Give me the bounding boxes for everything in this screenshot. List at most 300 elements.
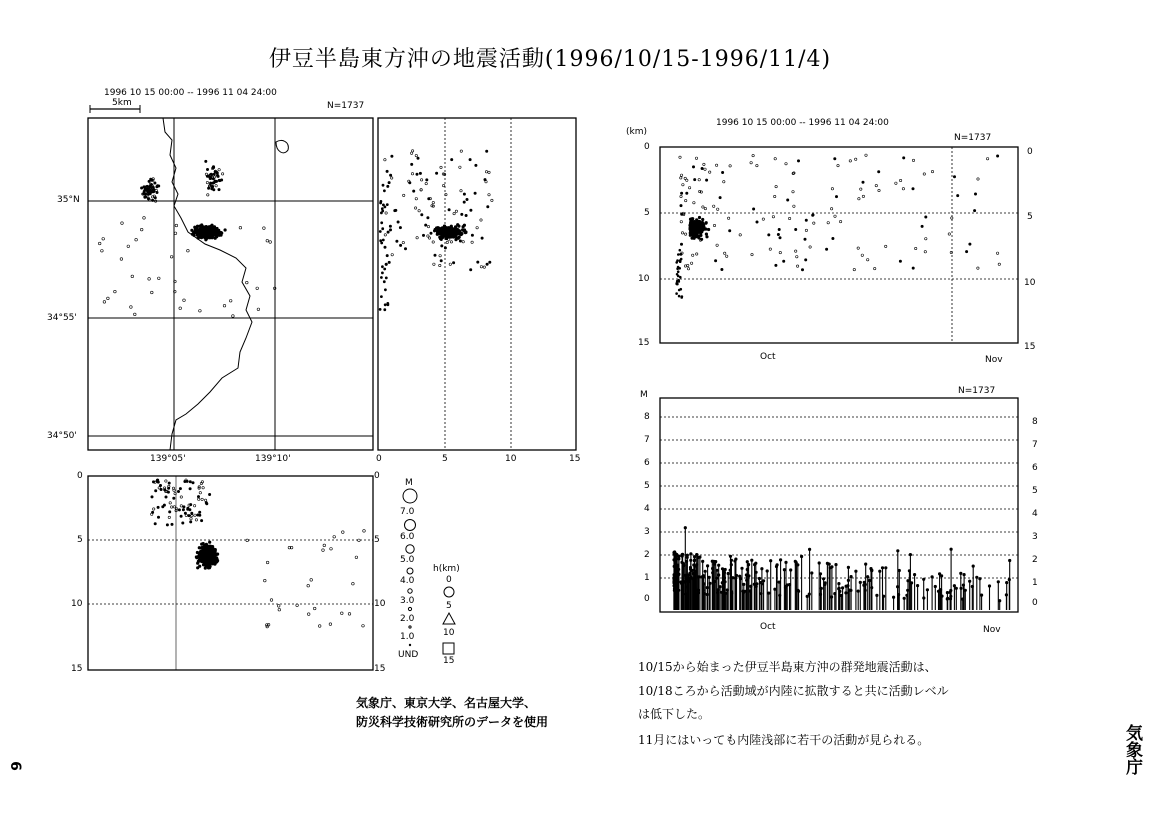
- depth-time-point: [805, 219, 807, 221]
- epicenter-point: [146, 189, 148, 191]
- depth-time-point: [858, 198, 860, 200]
- magnitude-tip: [686, 556, 689, 559]
- depth-time-point: [698, 216, 701, 219]
- magnitude-tip: [704, 570, 707, 573]
- depth-time-point: [762, 218, 764, 220]
- magnitude-tip: [909, 553, 912, 556]
- magnitude-tip: [972, 565, 975, 568]
- magnitude-tip: [795, 561, 798, 564]
- depth-time-point: [719, 196, 721, 198]
- depth-time-point: [769, 248, 771, 250]
- section-point: [195, 556, 198, 559]
- section-point: [397, 221, 399, 223]
- magnitude-tip: [963, 573, 966, 576]
- depth-time-point: [705, 233, 708, 236]
- depth-time-point: [691, 224, 694, 227]
- magnitude-tip: [734, 560, 737, 563]
- depth-time-point: [925, 216, 927, 218]
- magnitude-tip: [732, 576, 735, 579]
- dt-ytick-l-0: 0: [644, 142, 650, 152]
- depth-time-point: [690, 262, 692, 264]
- magnitude-tip: [916, 584, 919, 587]
- magnitude-tip: [847, 566, 850, 569]
- magnitude-tip: [841, 587, 844, 590]
- section-point: [387, 304, 389, 306]
- magnitude-tip: [779, 559, 782, 562]
- magnitude-tip: [934, 585, 937, 588]
- section-point: [212, 557, 215, 560]
- section-point: [411, 163, 413, 165]
- epicenter-point: [191, 229, 194, 232]
- depth-time-point: [700, 222, 703, 225]
- magnitude-tip: [716, 569, 719, 572]
- description-line-1: 10/15から始まった伊豆半島東方沖の群発地震活動は、: [638, 660, 937, 674]
- depth-time-point: [713, 224, 715, 226]
- magnitude-tip: [834, 592, 837, 595]
- magnitude-tip: [960, 572, 963, 575]
- section-point: [157, 506, 159, 508]
- section-point: [341, 612, 344, 615]
- dt-unit: (km): [626, 127, 648, 137]
- depth-time-point: [693, 202, 695, 204]
- epicenter-map-frame: [88, 118, 373, 450]
- section-point: [385, 277, 387, 279]
- section-point: [446, 230, 449, 233]
- depth-time-point: [860, 188, 862, 190]
- section-point: [195, 519, 197, 521]
- magnitude-tip: [716, 591, 719, 594]
- depth-time-point: [677, 254, 679, 256]
- depth-time-point: [679, 156, 681, 158]
- dt-xtick-nov: Nov: [985, 355, 1003, 365]
- depth-time-point: [861, 254, 863, 256]
- section-point: [388, 261, 390, 263]
- depth-time-point: [834, 215, 836, 217]
- section-point: [419, 172, 421, 174]
- epicenter-point: [183, 299, 186, 302]
- magnitude-tip: [711, 560, 714, 563]
- magnitude-tip: [910, 582, 913, 585]
- depth-time-point: [792, 191, 794, 193]
- legend-mag-50: 5.0: [400, 555, 415, 565]
- epicenter-point: [246, 281, 249, 284]
- section-point: [460, 190, 462, 192]
- mt-ytick-r-3: 3: [1032, 532, 1038, 542]
- magnitude-tip: [882, 595, 885, 598]
- ns-tick-5: 5: [442, 454, 448, 464]
- section-point: [440, 166, 442, 168]
- epicenter-point: [218, 188, 220, 190]
- section-point: [170, 506, 172, 508]
- depth-time-point: [680, 221, 682, 223]
- epicenter-point: [266, 239, 269, 242]
- magnitude-tip: [674, 552, 677, 555]
- section-point: [470, 209, 472, 211]
- lat-tick-3455: 34°55': [47, 313, 77, 323]
- section-point: [380, 296, 382, 298]
- section-point: [455, 210, 457, 212]
- magnitude-tip: [761, 567, 764, 570]
- section-point: [459, 166, 461, 168]
- depth-time-point: [705, 221, 708, 224]
- depth-time-point: [692, 254, 694, 256]
- depth-time-point: [751, 253, 753, 255]
- section-point: [402, 241, 404, 243]
- epicenter-point: [229, 300, 232, 303]
- depth-time-point: [775, 264, 777, 266]
- depth-time-point: [774, 195, 776, 197]
- section-point: [387, 185, 389, 187]
- section-point: [441, 245, 443, 247]
- epicenter-point: [107, 297, 110, 300]
- depth-time-point: [721, 268, 723, 270]
- depth-time-point: [830, 208, 832, 210]
- magnitude-tip: [881, 567, 884, 570]
- mt-ytick-r-1: 1: [1032, 578, 1038, 588]
- section-point: [452, 233, 454, 235]
- section-point: [389, 174, 391, 176]
- section-point: [470, 269, 472, 271]
- magnitude-tip: [946, 598, 949, 601]
- depth-time-point: [899, 179, 901, 181]
- legend-mag-10: 1.0: [400, 632, 415, 642]
- epicenter-point: [221, 173, 223, 175]
- mt-ytick-r-8: 8: [1032, 417, 1038, 427]
- section-point: [450, 241, 452, 243]
- section-point: [323, 544, 326, 547]
- depth-time-point: [686, 192, 688, 194]
- ns-section-points: [379, 150, 493, 311]
- depth-time-point: [700, 234, 703, 237]
- section-point: [208, 560, 211, 563]
- magnitude-tip: [863, 584, 866, 587]
- mt-ytick-l-5: 5: [644, 481, 650, 491]
- epicenter-point: [102, 238, 105, 241]
- magnitude-tip: [753, 583, 756, 586]
- section-point: [487, 206, 489, 208]
- depth-time-point: [915, 247, 917, 249]
- section-point: [380, 212, 382, 214]
- legend-mag-60: 6.0: [400, 532, 415, 542]
- depth-time-point: [682, 184, 684, 186]
- depth-time-point: [695, 225, 698, 228]
- depth-time-point: [705, 179, 707, 181]
- section-point: [435, 172, 437, 174]
- section-point: [180, 505, 182, 507]
- epicenter-point: [175, 224, 178, 227]
- epicenter-point: [127, 245, 130, 248]
- epicenter-point: [196, 229, 199, 232]
- depth-time-point: [678, 295, 680, 297]
- magnitude-tip: [690, 559, 693, 562]
- section-point: [266, 561, 269, 564]
- depth-time-point: [703, 163, 705, 165]
- mt-xtick-nov: Nov: [983, 625, 1001, 635]
- dt-ytick-r-15: 15: [1024, 342, 1036, 352]
- magnitude-tip: [866, 575, 869, 578]
- magnitude-tip: [706, 565, 709, 568]
- legend-mag-70: 7.0: [400, 507, 415, 517]
- section-point: [380, 202, 382, 204]
- epicenter-point: [239, 226, 242, 229]
- section-point: [418, 210, 420, 212]
- magnitude-tip: [1005, 594, 1008, 597]
- section-point: [202, 487, 204, 489]
- depth-time-point: [677, 268, 679, 270]
- section-point: [381, 272, 383, 274]
- magnitude-tip: [746, 560, 749, 563]
- magnitude-tip: [1008, 559, 1011, 562]
- section-point: [444, 247, 446, 249]
- section-point: [396, 240, 398, 242]
- depth-time-point: [792, 172, 794, 174]
- epicenter-point: [213, 173, 215, 175]
- depth-time-point: [680, 192, 682, 194]
- epicenter-point: [158, 277, 161, 280]
- section-point: [399, 244, 401, 246]
- depth-time-point: [676, 273, 678, 275]
- mt-ytick-l-6: 6: [644, 458, 650, 468]
- dt-ytick-l-10: 10: [638, 274, 650, 284]
- magnitude-tip: [859, 581, 862, 584]
- page-number: 6: [6, 761, 23, 771]
- section-point: [465, 214, 467, 216]
- magnitude-tip: [835, 563, 838, 566]
- ns-tick-0: 0: [376, 454, 382, 464]
- epicenter-point: [130, 306, 133, 309]
- epicenter-point: [149, 193, 151, 195]
- section-point: [192, 482, 194, 484]
- epicenter-point: [140, 228, 143, 231]
- section-point: [439, 264, 441, 266]
- epicenter-point: [205, 173, 207, 175]
- epicenter-point: [197, 237, 200, 240]
- section-point: [469, 158, 471, 160]
- depth-time-point: [795, 250, 797, 252]
- depth-time-point: [795, 228, 797, 230]
- depth-time-point: [701, 167, 703, 169]
- magnitude-tip: [811, 572, 814, 575]
- depth-time-point: [681, 213, 683, 215]
- section-point: [204, 549, 207, 552]
- section-point: [476, 227, 478, 229]
- section-point: [440, 260, 442, 262]
- section-point: [214, 562, 217, 565]
- depth-time-point: [785, 163, 787, 165]
- magnitude-tip: [743, 583, 746, 586]
- magnitude-tip: [864, 589, 867, 592]
- magnitude-tip: [922, 578, 925, 581]
- section-point: [342, 531, 345, 534]
- legend-mag-20: 2.0: [400, 614, 415, 624]
- section-point: [413, 190, 415, 192]
- epicenter-point: [199, 233, 202, 236]
- section-point: [193, 505, 195, 507]
- magnitude-tip: [808, 548, 811, 551]
- ew-tick-r-10: 10: [374, 599, 386, 609]
- magnitude-tip: [855, 570, 858, 573]
- magnitude-tip: [826, 562, 829, 565]
- epicenter-point: [218, 179, 220, 181]
- section-point: [486, 150, 488, 152]
- magnitude-tip: [723, 571, 726, 574]
- magnitude-tip: [739, 577, 742, 580]
- depth-time-point: [679, 249, 681, 251]
- mt-ytick-r-2: 2: [1032, 555, 1038, 565]
- depth-time-point: [977, 267, 979, 269]
- section-point: [182, 509, 184, 511]
- section-point: [395, 209, 397, 211]
- depth-time-point: [899, 260, 901, 262]
- description-line-4: 11月にはいっても内陸浅部に若干の活動が見られる。: [638, 733, 930, 747]
- magnitude-tip: [727, 572, 730, 575]
- depth-time-point: [721, 171, 723, 173]
- section-point: [389, 225, 391, 227]
- mt-count-label: N=1737: [958, 386, 996, 396]
- section-point: [434, 254, 436, 256]
- magnitude-tip: [690, 553, 693, 556]
- section-point: [171, 523, 173, 525]
- magnitude-tip: [953, 584, 956, 587]
- section-point: [471, 234, 473, 236]
- section-point: [199, 492, 201, 494]
- section-point: [403, 194, 405, 196]
- section-point: [200, 543, 203, 546]
- magnitude-tip: [778, 594, 781, 597]
- section-point: [208, 541, 211, 544]
- depth-time-point: [779, 251, 781, 253]
- section-point: [436, 230, 439, 233]
- section-point: [200, 550, 203, 553]
- depth-time-point: [692, 166, 694, 168]
- depth-time-point: [701, 228, 704, 231]
- depth-time-point: [687, 268, 689, 270]
- section-point: [154, 523, 156, 525]
- epicenter-point: [205, 160, 207, 162]
- section-point: [389, 229, 391, 231]
- section-point: [182, 522, 184, 524]
- epicenter-point: [211, 173, 213, 175]
- section-point: [204, 499, 206, 501]
- depth-time-point: [832, 237, 834, 239]
- section-point: [179, 487, 181, 489]
- section-point: [452, 262, 454, 264]
- section-point: [451, 158, 453, 160]
- mag-time-stems: [673, 526, 1011, 610]
- magnitude-tip: [968, 580, 971, 583]
- magnitude-tip: [898, 569, 901, 572]
- magnitude-tip: [789, 569, 792, 572]
- section-point: [212, 550, 215, 553]
- epicenter-point: [210, 227, 213, 230]
- section-point: [168, 516, 170, 518]
- ew-tick-r-5: 5: [374, 535, 380, 545]
- ew-tick-l-5: 5: [77, 535, 83, 545]
- magnitude-tip: [824, 582, 827, 585]
- section-point: [442, 184, 444, 186]
- magnitude-tip: [768, 592, 771, 595]
- depth-time-point: [726, 255, 728, 257]
- magnitude-tip: [758, 577, 761, 580]
- magnitude-tip: [785, 561, 788, 564]
- section-point: [197, 495, 199, 497]
- magnitude-tip: [766, 570, 769, 573]
- epicenter-point: [216, 174, 218, 176]
- ew-tick-r-15: 15: [374, 664, 386, 674]
- section-point: [157, 516, 159, 518]
- section-point: [198, 546, 201, 549]
- section-point: [362, 625, 365, 628]
- section-point: [167, 491, 169, 493]
- epicenter-point: [263, 227, 266, 230]
- section-point: [485, 171, 487, 173]
- dt-ytick-r-0: 0: [1027, 147, 1033, 157]
- mt-ytick-l-2: 2: [644, 550, 650, 560]
- dt-period-label: 1996 10 15 00:00 -- 1996 11 04 24:00: [716, 118, 889, 128]
- magnitude-tip: [831, 566, 834, 569]
- magnitude-tip: [762, 580, 765, 583]
- depth-time-point: [924, 251, 926, 253]
- magnitude-tip: [708, 576, 711, 579]
- magnitude-tip: [879, 570, 882, 573]
- epicenter-point: [207, 194, 209, 196]
- magnitude-tip: [940, 575, 943, 578]
- depth-time-point: [681, 232, 683, 234]
- magnitude-tip: [685, 560, 688, 563]
- section-point: [382, 184, 384, 186]
- epicenter-point: [211, 185, 213, 187]
- section-point: [475, 164, 477, 166]
- section-point: [205, 502, 207, 504]
- section-point: [474, 192, 476, 194]
- magnitude-tip: [729, 555, 732, 558]
- epicenter-point: [223, 304, 226, 307]
- depth-time-point: [878, 189, 880, 191]
- depth-time-point: [704, 168, 706, 170]
- section-point: [270, 599, 273, 602]
- magnitude-tip: [960, 587, 963, 590]
- depth-time-point: [998, 263, 1000, 265]
- section-point: [488, 171, 490, 173]
- epicenter-point: [206, 168, 208, 170]
- depth-time-point: [878, 171, 880, 173]
- section-point: [426, 179, 428, 181]
- magnitude-tip: [818, 562, 821, 565]
- legend-mag-40: 4.0: [400, 576, 415, 586]
- section-point: [169, 502, 171, 504]
- section-point: [190, 518, 192, 520]
- section-point: [191, 512, 193, 514]
- epicenter-point: [204, 231, 207, 234]
- section-point: [427, 217, 429, 219]
- magnitude-tip: [913, 573, 916, 576]
- section-point: [386, 254, 388, 256]
- section-point: [460, 150, 462, 152]
- section-point: [420, 179, 422, 181]
- epicenter-point: [148, 278, 151, 281]
- magnitude-tip: [748, 575, 751, 578]
- section-point: [386, 204, 388, 206]
- section-point: [439, 231, 442, 234]
- dt-count-label: N=1737: [954, 133, 992, 143]
- magnitude-tip: [903, 597, 906, 600]
- magnitude-tip: [755, 562, 758, 565]
- section-point: [381, 208, 383, 210]
- depth-time-point: [676, 280, 678, 282]
- depth-time-point: [729, 165, 731, 167]
- section-point: [471, 241, 473, 243]
- depth-time-point: [855, 158, 857, 160]
